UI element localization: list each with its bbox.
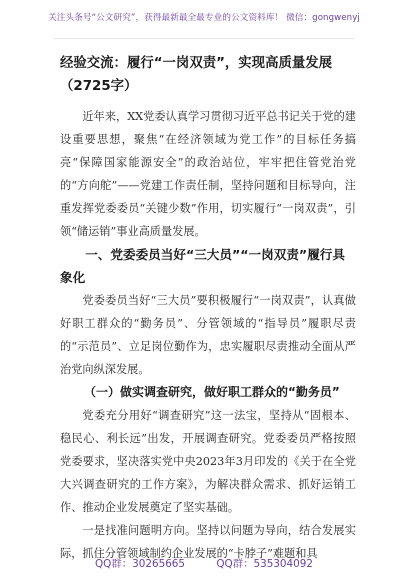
footer-qq-groups (0, 555, 408, 570)
section-heading-1: 一、党委委员当好“三大员”“一岗双责”履行具象化 (60, 247, 345, 285)
intro-paragraph: 近年来，XX党委认真学习贯彻习近平总书记关于党的建设重要思想，聚焦“在经济领域为党工作”的目标任务搞亮“保障国家能源安全”的政治站位，牢牢把住管党治党的“方向舵”——党建工作责任制，坚持问题和目标导向，注重发挥党委委员“关键少数”作用，切实履行“一岗双责”，引领“储运销”事业高质量发展。 (60, 110, 356, 238)
section-paragraph-1: 党委委员当好“三大员”要积极履行“一岗双责”，认真做好职工群众的“勤务员”、分管领域的“指导员”履职尽责的“示范员”、立足岗位勤作为，忠实履职尽责推动全面从严治党向纵深发展。 (60, 294, 356, 376)
footer-qq-group-2: QQ群：535304092 (216, 558, 313, 570)
header-divider (54, 38, 354, 39)
subsection-heading-1: （一）做实调查研究，做好职工群众的“勤务员” (84, 385, 340, 399)
footer-qq-group-1: QQ群：30265665 (95, 558, 186, 570)
document-body (60, 52, 356, 565)
subsection-paragraph-1: 党委充分用好“调查研究”这一法宝，坚持从“固根本、稳民心、利长远”出发，开展调查研究。党委委员严格按照党委要求，坚决落实党中央2023年3月印发的《关于在全党大兴调查研究的工作方案》，为解决群众需求、抓好运销工作、推动企业发展奠定了坚实基础。 (60, 409, 356, 514)
subsection-point-1: 一是找准问题明方向。坚持以问题为导向，结合发展实际，抓住分管领域制约企业发展的“卡脖子”难题和具 (60, 524, 356, 560)
document-title: 经验交流：履行“一岗双责”，实现高质量发展（2725字） (60, 56, 333, 94)
header-promo-text: 关注头条号“公文研究”，获得最新最全最专业的公文资料库！ 微信：gongwenyj (48, 13, 360, 23)
